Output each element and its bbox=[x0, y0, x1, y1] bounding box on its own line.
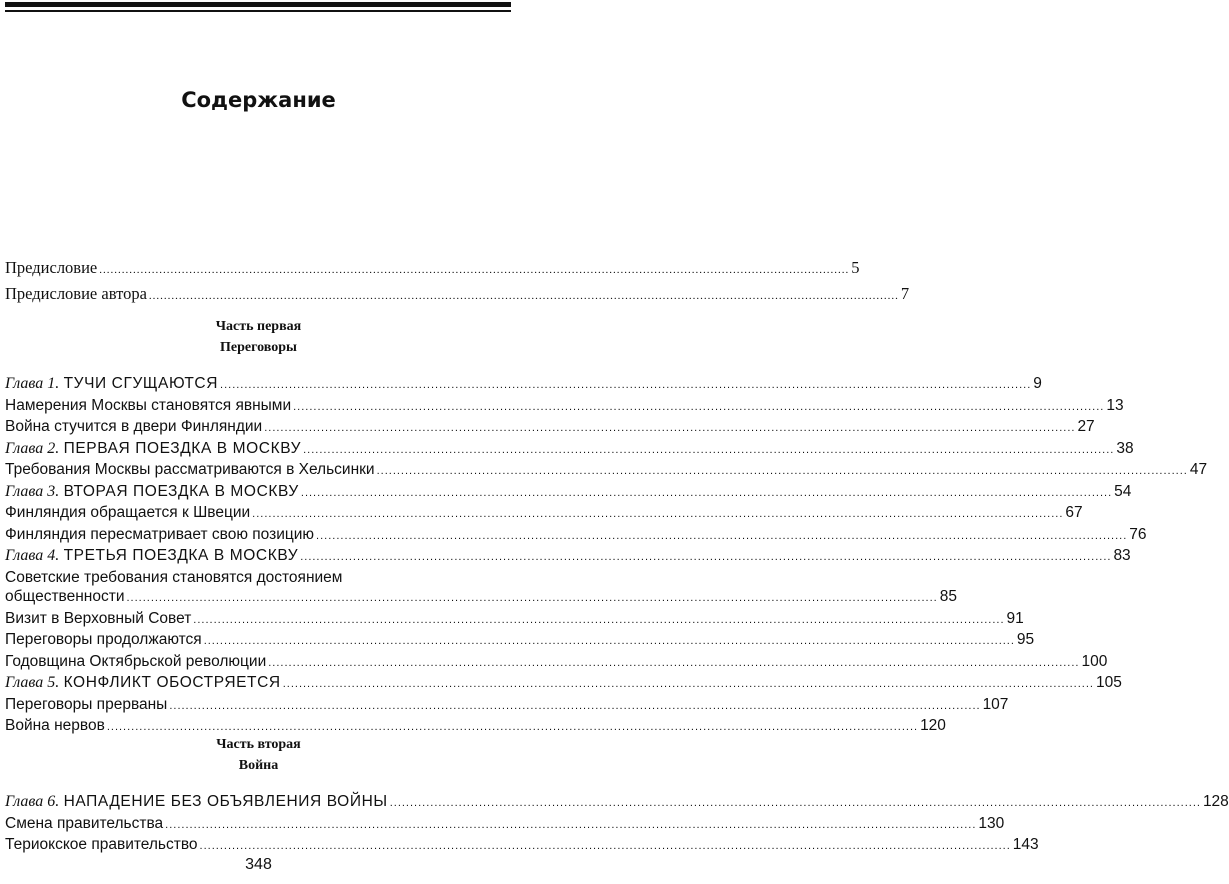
dot-leader: ........................................................................................................................................................................................................ bbox=[316, 529, 1128, 542]
page-ref: 143 bbox=[1012, 836, 1039, 853]
section-title: Переговоры прерваны bbox=[5, 695, 168, 713]
toc-entry bbox=[5, 525, 1147, 547]
part2-entries bbox=[5, 792, 1229, 857]
page-ref: 38 bbox=[1116, 439, 1134, 457]
top-rule-thick bbox=[5, 2, 511, 7]
page-ref: 83 bbox=[1113, 547, 1131, 564]
section-title: Требования Москвы рассматриваются в Хельсинки bbox=[5, 461, 375, 478]
page-ref: 9 bbox=[1033, 375, 1042, 392]
toc-entry bbox=[5, 282, 910, 308]
chapter-title: НАПАДЕНИЕ БЕЗ ОБЪЯВЛЕНИЯ ВОЙНЫ bbox=[63, 793, 388, 810]
chapter-number: Глава 3. bbox=[5, 482, 60, 500]
chapter-title: ВТОРАЯ ПОЕЗДКА В МОСКВУ bbox=[63, 482, 299, 500]
dot-leader: ........................................................................................................................................................................................................ bbox=[300, 486, 1113, 499]
chapter-number: Глава 5. bbox=[5, 674, 60, 691]
chapter-number: Глава 4. bbox=[5, 547, 60, 564]
page-ref: 7 bbox=[900, 284, 910, 303]
toc-entry bbox=[5, 256, 860, 282]
page-ref: 105 bbox=[1095, 674, 1122, 691]
dot-leader: ........................................................................................................................................................................................................ bbox=[165, 818, 977, 831]
page-ref: 100 bbox=[1081, 652, 1108, 670]
toc-entry bbox=[5, 652, 1108, 674]
chapter-title: ПЕРВАЯ ПОЕЗДКА В МОСКВУ bbox=[63, 439, 302, 457]
part2-heading bbox=[0, 734, 517, 776]
part2-name: Война bbox=[238, 758, 279, 773]
toc-entry bbox=[5, 546, 1131, 568]
chapter-number: Глава 6. bbox=[5, 793, 60, 810]
toc-entry bbox=[5, 568, 511, 588]
dot-leader: ........................................................................................................................................................................................................ bbox=[126, 592, 938, 604]
page-ref: 5 bbox=[851, 258, 860, 277]
dot-leader: ........................................................................................................................................................................................................ bbox=[389, 797, 1201, 809]
section-title: Финляндия пересматривает свою позицию bbox=[5, 525, 315, 543]
dot-leader: ........................................................................................................................................................................................................ bbox=[203, 635, 1015, 647]
page-ref: 54 bbox=[1114, 482, 1132, 500]
dot-leader: ........................................................................................................................................................................................................ bbox=[199, 840, 1011, 852]
page-ref: 128 bbox=[1202, 793, 1229, 810]
page-ref: 91 bbox=[1006, 609, 1024, 627]
toc-entry bbox=[5, 695, 1009, 717]
page-ref: 76 bbox=[1129, 525, 1147, 543]
toc-entry bbox=[5, 835, 1039, 857]
dot-leader: ........................................................................................................................................................................................................ bbox=[169, 699, 981, 712]
section-title: Годовщина Октябрьской революции bbox=[5, 652, 267, 670]
part1-heading bbox=[0, 316, 517, 358]
page-ref: 130 bbox=[978, 814, 1005, 832]
page-ref: 107 bbox=[982, 695, 1009, 713]
dot-leader: ........................................................................................................................................................................................................ bbox=[268, 656, 1080, 669]
toc-entry bbox=[5, 792, 1229, 814]
dot-leader: ........................................................................................................................................................................................................ bbox=[99, 264, 850, 276]
section-title: общественности bbox=[5, 588, 125, 605]
toc-entry bbox=[5, 439, 1134, 461]
section-title: Война стучится в двери Финляндии bbox=[5, 418, 263, 435]
section-title: Визит в Верховный Совет bbox=[5, 609, 192, 627]
front-matter-list bbox=[5, 256, 910, 308]
page-ref: 120 bbox=[920, 717, 946, 734]
page-title: Содержание bbox=[181, 88, 336, 112]
dot-leader: ........................................................................................................................................................................................................ bbox=[264, 422, 1076, 434]
toc-entry bbox=[5, 814, 1005, 836]
section-title: Переговоры продолжаются bbox=[5, 631, 202, 648]
section-title: Териокское правительство bbox=[5, 836, 198, 853]
section-title: Советские требования становятся достоянием bbox=[5, 568, 343, 586]
section-title: Война нервов bbox=[5, 717, 105, 734]
dot-leader: ........................................................................................................................................................................................................ bbox=[106, 721, 919, 733]
toc-entry bbox=[5, 417, 1095, 439]
part1-name: Переговоры bbox=[220, 340, 297, 355]
part2-label: Часть вторая bbox=[216, 737, 301, 752]
section-title: Смена правительства bbox=[5, 814, 164, 832]
part1-entries bbox=[5, 374, 1208, 738]
toc-entry bbox=[5, 673, 1122, 695]
dot-leader: ........................................................................................................................................................................................................ bbox=[300, 551, 1112, 563]
page-ref: 27 bbox=[1077, 418, 1095, 435]
page-ref: 13 bbox=[1106, 396, 1124, 414]
dot-leader: ........................................................................................................................................................................................................ bbox=[252, 508, 1064, 520]
section-title: Намерения Москвы становятся явными bbox=[5, 396, 292, 414]
dot-leader: ........................................................................................................................................................................................................ bbox=[193, 613, 1005, 626]
section-title: Предисловие автора bbox=[5, 284, 147, 303]
dot-leader: ........................................................................................................................................................................................................ bbox=[376, 465, 1188, 477]
dot-leader: ........................................................................................................................................................................................................ bbox=[148, 290, 899, 302]
dot-leader: ........................................................................................................................................................................................................ bbox=[303, 443, 1115, 456]
page-number: 348 bbox=[245, 856, 272, 873]
page-ref: 95 bbox=[1016, 631, 1035, 648]
toc-entry bbox=[5, 587, 957, 609]
toc-entry bbox=[5, 460, 1208, 482]
toc-entry bbox=[5, 609, 1024, 631]
toc-entry bbox=[5, 396, 1124, 418]
section-title: Предисловие bbox=[5, 258, 98, 277]
chapter-title: КОНФЛИКТ ОБОСТРЯЕТСЯ bbox=[63, 674, 281, 691]
toc-entry bbox=[5, 503, 1083, 525]
section-title: Финляндия обращается к Швеции bbox=[5, 504, 251, 521]
dot-leader: ........................................................................................................................................................................................................ bbox=[282, 678, 1094, 690]
toc-entry bbox=[5, 630, 1035, 652]
dot-leader: ........................................................................................................................................................................................................ bbox=[293, 400, 1105, 413]
page-ref: 47 bbox=[1189, 461, 1208, 478]
part1-label: Часть первая bbox=[215, 319, 302, 334]
chapter-title: ТУЧИ СГУЩАЮТСЯ bbox=[63, 375, 219, 392]
chapter-title: ТРЕТЬЯ ПОЕЗДКА В МОСКВУ bbox=[63, 547, 299, 564]
toc-entry bbox=[5, 482, 1132, 504]
toc-entry bbox=[5, 374, 1042, 396]
chapter-number: Глава 1. bbox=[5, 375, 60, 392]
page-ref: 67 bbox=[1065, 504, 1083, 521]
chapter-number: Глава 2. bbox=[5, 439, 60, 457]
top-rule-thin bbox=[5, 10, 511, 12]
page-ref: 85 bbox=[939, 588, 957, 605]
dot-leader: ........................................................................................................................................................................................................ bbox=[220, 379, 1032, 391]
